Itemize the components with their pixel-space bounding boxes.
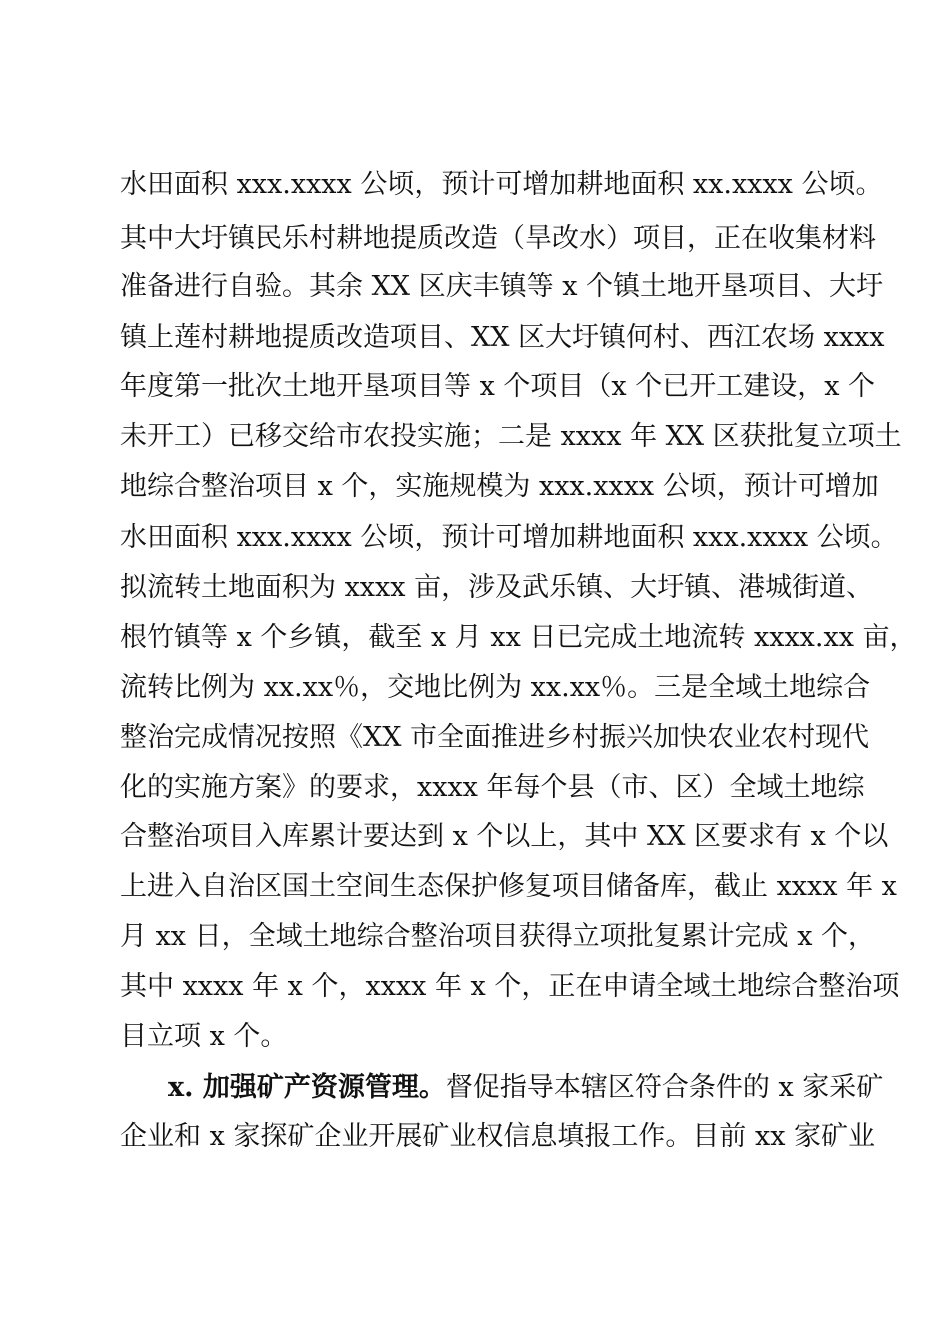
- paragraph-line: 其中 xxxx 年 x 个，xxxx 年 x 个，正在申请全域土地综合整治项: [120, 971, 900, 1002]
- paragraph-line: 水田面积 xxx.xxxx 公顷，预计可增加耕地面积 xx.xxxx 公顷。: [120, 169, 883, 200]
- paragraph-line: 其中大圩镇民乐村耕地提质改造（旱改水）项目，正在收集材料: [120, 223, 876, 254]
- paragraph-line: 未开工）已移交给市农投实施；二是 xxxx 年 XX 区获批复立项土: [120, 421, 902, 452]
- paragraph-line: 镇上莲村耕地提质改造项目、XX 区大圩镇何村、西江农场 xxxx: [120, 322, 885, 353]
- section-first-line: [168, 1063, 884, 1113]
- paragraph-line: 化的实施方案》的要求，xxxx 年每个县（市、区）全域土地综: [120, 772, 865, 803]
- paragraph-line: 整治完成情况按照《XX 市全面推进乡村振兴加快农业农村现代: [120, 722, 870, 753]
- paragraph-line: 上进入自治区国土空间生态保护修复项目储备库，截止 xxxx 年 x: [120, 871, 897, 902]
- paragraph-line: 准备进行自验。其余 XX 区庆丰镇等 x 个镇土地开垦项目、大圩: [120, 271, 883, 302]
- section-heading: x. 加强矿产资源管理。: [168, 1072, 446, 1103]
- paragraph-line: 年度第一批次土地开垦项目等 x 个项目（x 个已开工建设，x 个: [120, 371, 876, 402]
- paragraph-line: 流转比例为 xx.xx％，交地比例为 xx.xx％。三是全域土地综合: [120, 672, 871, 703]
- paragraph-line: 企业和 x 家探矿企业开展矿业权信息填报工作。目前 xx 家矿业: [120, 1121, 876, 1152]
- paragraph-line: 水田面积 xxx.xxxx 公顷，预计可增加耕地面积 xxx.xxxx 公顷。: [120, 522, 898, 553]
- paragraph-line: 拟流转土地面积为 xxxx 亩，涉及武乐镇、大圩镇、港城街道、: [120, 572, 874, 603]
- paragraph-line: 月 xx 日，全域土地综合整治项目获得立项批复累计完成 x 个，: [120, 921, 876, 952]
- section-text: 督促指导本辖区符合条件的 x 家采矿: [445, 1072, 884, 1103]
- paragraph-line: 合整治项目入库累计要达到 x 个以上，其中 XX 区要求有 x 个以: [120, 821, 889, 852]
- paragraph-line: 地综合整治项目 x 个，实施规模为 xxx.xxxx 公顷，预计可增加: [120, 471, 879, 502]
- paragraph-line: 目立项 x 个。: [120, 1021, 288, 1052]
- paragraph-line: 根竹镇等 x 个乡镇，截至 x 月 xx 日已完成土地流转 xxxx.xx 亩，: [120, 622, 917, 653]
